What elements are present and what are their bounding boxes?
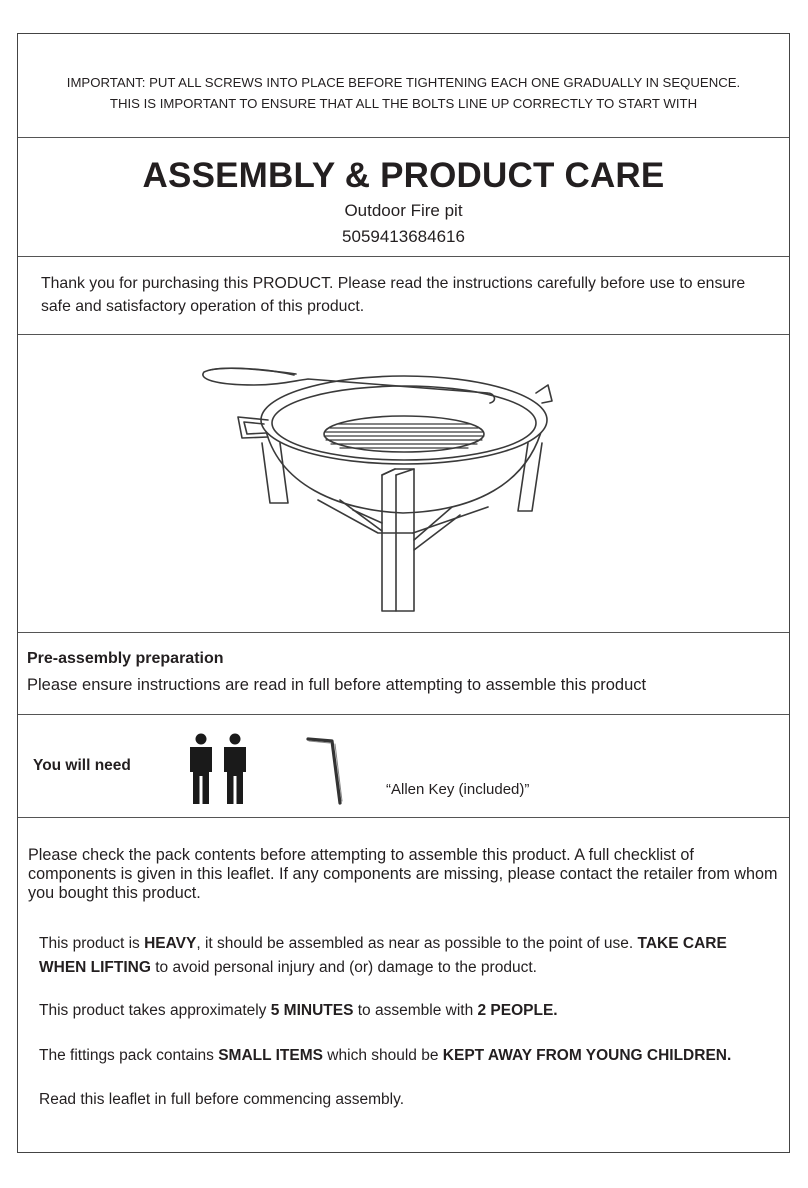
you-will-need-label: You will need bbox=[33, 757, 131, 774]
title-section bbox=[18, 138, 789, 257]
people-emphasis: 2 PEOPLE. bbox=[477, 1002, 558, 1019]
two-people-icon bbox=[185, 733, 253, 805]
product-image-section bbox=[18, 335, 789, 633]
leaflet-frame bbox=[17, 33, 790, 1153]
tools-section bbox=[18, 715, 789, 818]
product-name: Outdoor Fire pit bbox=[344, 201, 463, 220]
lifting-emphasis: TAKE CARE WHEN LIFTING bbox=[39, 935, 727, 976]
heavy-text-3: to avoid personal injury and (or) damage to the product. bbox=[150, 959, 537, 976]
page-title: ASSEMBLY & PRODUCT CARE bbox=[142, 156, 665, 195]
important-notice bbox=[18, 34, 789, 138]
time-emphasis: 5 MINUTES bbox=[270, 1002, 354, 1019]
intro-section bbox=[18, 257, 789, 335]
small-items-warning bbox=[39, 1044, 769, 1068]
allen-key-caption: “Allen Key (included)” bbox=[386, 781, 530, 798]
pack-contents-text: Please check the pack contents before attempting to assemble this product. A full checklist of components is given in this leaflet. If any components are missing, please contact the retailer from whom you bought this product. bbox=[28, 846, 778, 902]
heavy-text-1: This product is bbox=[39, 935, 145, 952]
fittings-text-1: The fittings pack contains bbox=[39, 1047, 219, 1064]
heavy-text-2: , it should be assembled as near as possible to the point of use. bbox=[196, 935, 638, 952]
small-items-emphasis: SMALL ITEMS bbox=[218, 1047, 323, 1064]
time-text-2: to assemble with bbox=[353, 1002, 478, 1019]
assembly-time bbox=[39, 999, 769, 1023]
heavy-emphasis: HEAVY bbox=[144, 935, 197, 952]
intro-text: Thank you for purchasing this PRODUCT. Please read the instructions carefully before use to ensure safe and satisfactory operation of this product. bbox=[41, 275, 746, 315]
heavy-warning bbox=[39, 932, 769, 980]
children-emphasis: KEPT AWAY FROM YOUNG CHILDREN. bbox=[442, 1047, 732, 1064]
preparation-section bbox=[18, 633, 789, 715]
fire-pit-illustration bbox=[18, 335, 789, 633]
allen-key-icon bbox=[304, 735, 354, 807]
product-barcode: 5059413684616 bbox=[342, 227, 465, 246]
time-text-1: This product takes approximately bbox=[39, 1002, 271, 1019]
fittings-text-2: which should be bbox=[323, 1047, 443, 1064]
preparation-heading: Pre-assembly preparation bbox=[27, 650, 224, 667]
notice-line-1: IMPORTANT: PUT ALL SCREWS INTO PLACE BEFORE TIGHTENING EACH ONE GRADUALLY IN SEQUENCE. bbox=[66, 75, 741, 90]
read-leaflet-text: Read this leaflet in full before commencing assembly. bbox=[39, 1091, 404, 1108]
preparation-text: Please ensure instructions are read in full before attempting to assemble this product bbox=[27, 676, 647, 694]
information-section bbox=[18, 818, 789, 1154]
notice-line-2: THIS IS IMPORTANT TO ENSURE THAT ALL THE BOLTS LINE UP CORRECTLY TO START WITH bbox=[109, 96, 698, 111]
